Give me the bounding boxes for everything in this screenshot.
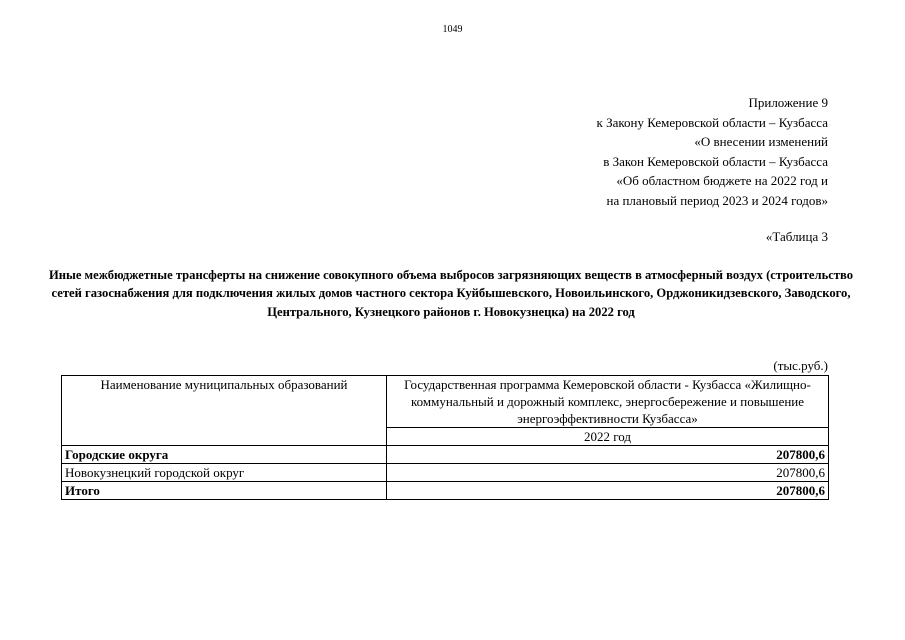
appendix-line: «Об областном бюджете на 2022 год и (616, 173, 828, 189)
appendix-line: «О внесении изменений (694, 134, 828, 150)
header-municipality: Наименование муниципальных образований (62, 376, 387, 446)
appendix-line: на плановый период 2023 и 2024 годов» (606, 192, 828, 208)
row-name: Новокузнецкий городской округ (62, 464, 387, 482)
document-title: Иные межбюджетные трансферты на снижение совокупного объема выбросов загрязняющих веществ в атмосферный воздух (строительство сетей газоснабжения для подключения жилых домов частного сектора Куйбышевского, Новоильинского, Орджоникидзевского, Заводского, Центрального, Кузнецкого районов г. Новокузнецка) на 2022 год (48, 268, 854, 319)
appendix-line: к Закону Кемеровской области – Кузбасса (596, 114, 828, 130)
page-number: 1049 (442, 24, 463, 35)
row-value: 207800,6 (387, 482, 829, 500)
row-value: 207800,6 (387, 446, 829, 464)
table-label: «Таблица 3 (765, 229, 828, 244)
row-name: Итого (62, 482, 387, 500)
appendix-line: в Закон Кемеровской области – Кузбасса (603, 153, 828, 169)
appendix-block (597, 93, 829, 211)
units-label: (тыс.руб.) (773, 358, 828, 373)
table-header-row (62, 376, 829, 428)
table-row (62, 464, 829, 482)
header-program: Государственная программа Кемеровской области - Кузбасса «Жилищно-коммунальный и дорожный комплекс, энергосбережение и повышение энергоэффективности Кузбасса» (387, 376, 829, 428)
table-row (62, 482, 829, 500)
row-value: 207800,6 (387, 464, 829, 482)
transfers-table (61, 375, 829, 500)
header-year: 2022 год (387, 428, 829, 446)
appendix-line: Приложение 9 (748, 95, 828, 110)
row-name: Городские округа (62, 446, 387, 464)
table-row (62, 446, 829, 464)
